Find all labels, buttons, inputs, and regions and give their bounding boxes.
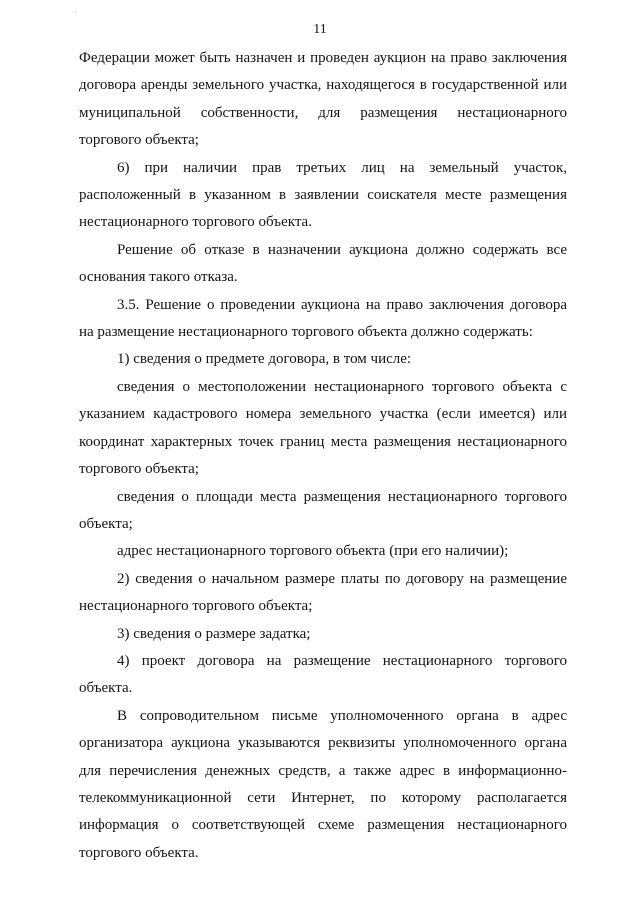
page-number: 11 [313,22,327,37]
document-body [79,45,567,867]
scan-mark: · [74,8,77,17]
paragraph-6: сведения о местоположении нестационарного торгового объекта с указанием кадастрового номера земельного участка (если имеется) или координат характерных точек границ места размещения нестационарного торгового объекта; [79,378,567,478]
paragraph-3: Решение об отказе в назначении аукциона должно содержать все основания такого отказа. [79,241,567,286]
paragraph-8: адрес нестационарного торгового объекта (при его наличии); [117,543,509,560]
paragraph-10: 3) сведения о размере задатка; [117,625,311,642]
paragraph-4: 3.5. Решение о проведении аукциона на право заключения договора на размещение нестационарного торгового объекта должно содержать: [79,296,567,341]
paragraph-9: 2) сведения о начальном размере платы по договору на размещение нестационарного торгового объекта; [79,570,567,615]
paragraph-2: 6) при наличии прав третьих лиц на земельный участок, расположенный в указанном в заявлении соискателя месте размещения нестационарного торгового объекта. [79,159,567,231]
paragraph-7: сведения о площади места размещения нестационарного торгового объекта; [79,488,567,532]
paragraph-11: 4) проект договора на размещение нестационарного торгового объекта. [79,652,567,697]
paragraph-12: В сопроводительном письме уполномоченного органа в адрес организатора аукциона указываются реквизиты уполномоченного органа для перечисления денежных средств, а также адрес в информационно-телекоммуникационной сети Интернет, по которому располагается информация о соответствующей схеме размещения нестационарного торгового объекта. [79,707,567,861]
paragraph-1: Федерации может быть назначен и проведен аукцион на право заключения договора аренды земельного участка, находящегося в государственной или муниципальной собственности, для размещения нестационарного торгового объекта; [79,50,567,149]
paragraph-5: 1) сведения о предмете договора, в том числе: [117,351,412,368]
